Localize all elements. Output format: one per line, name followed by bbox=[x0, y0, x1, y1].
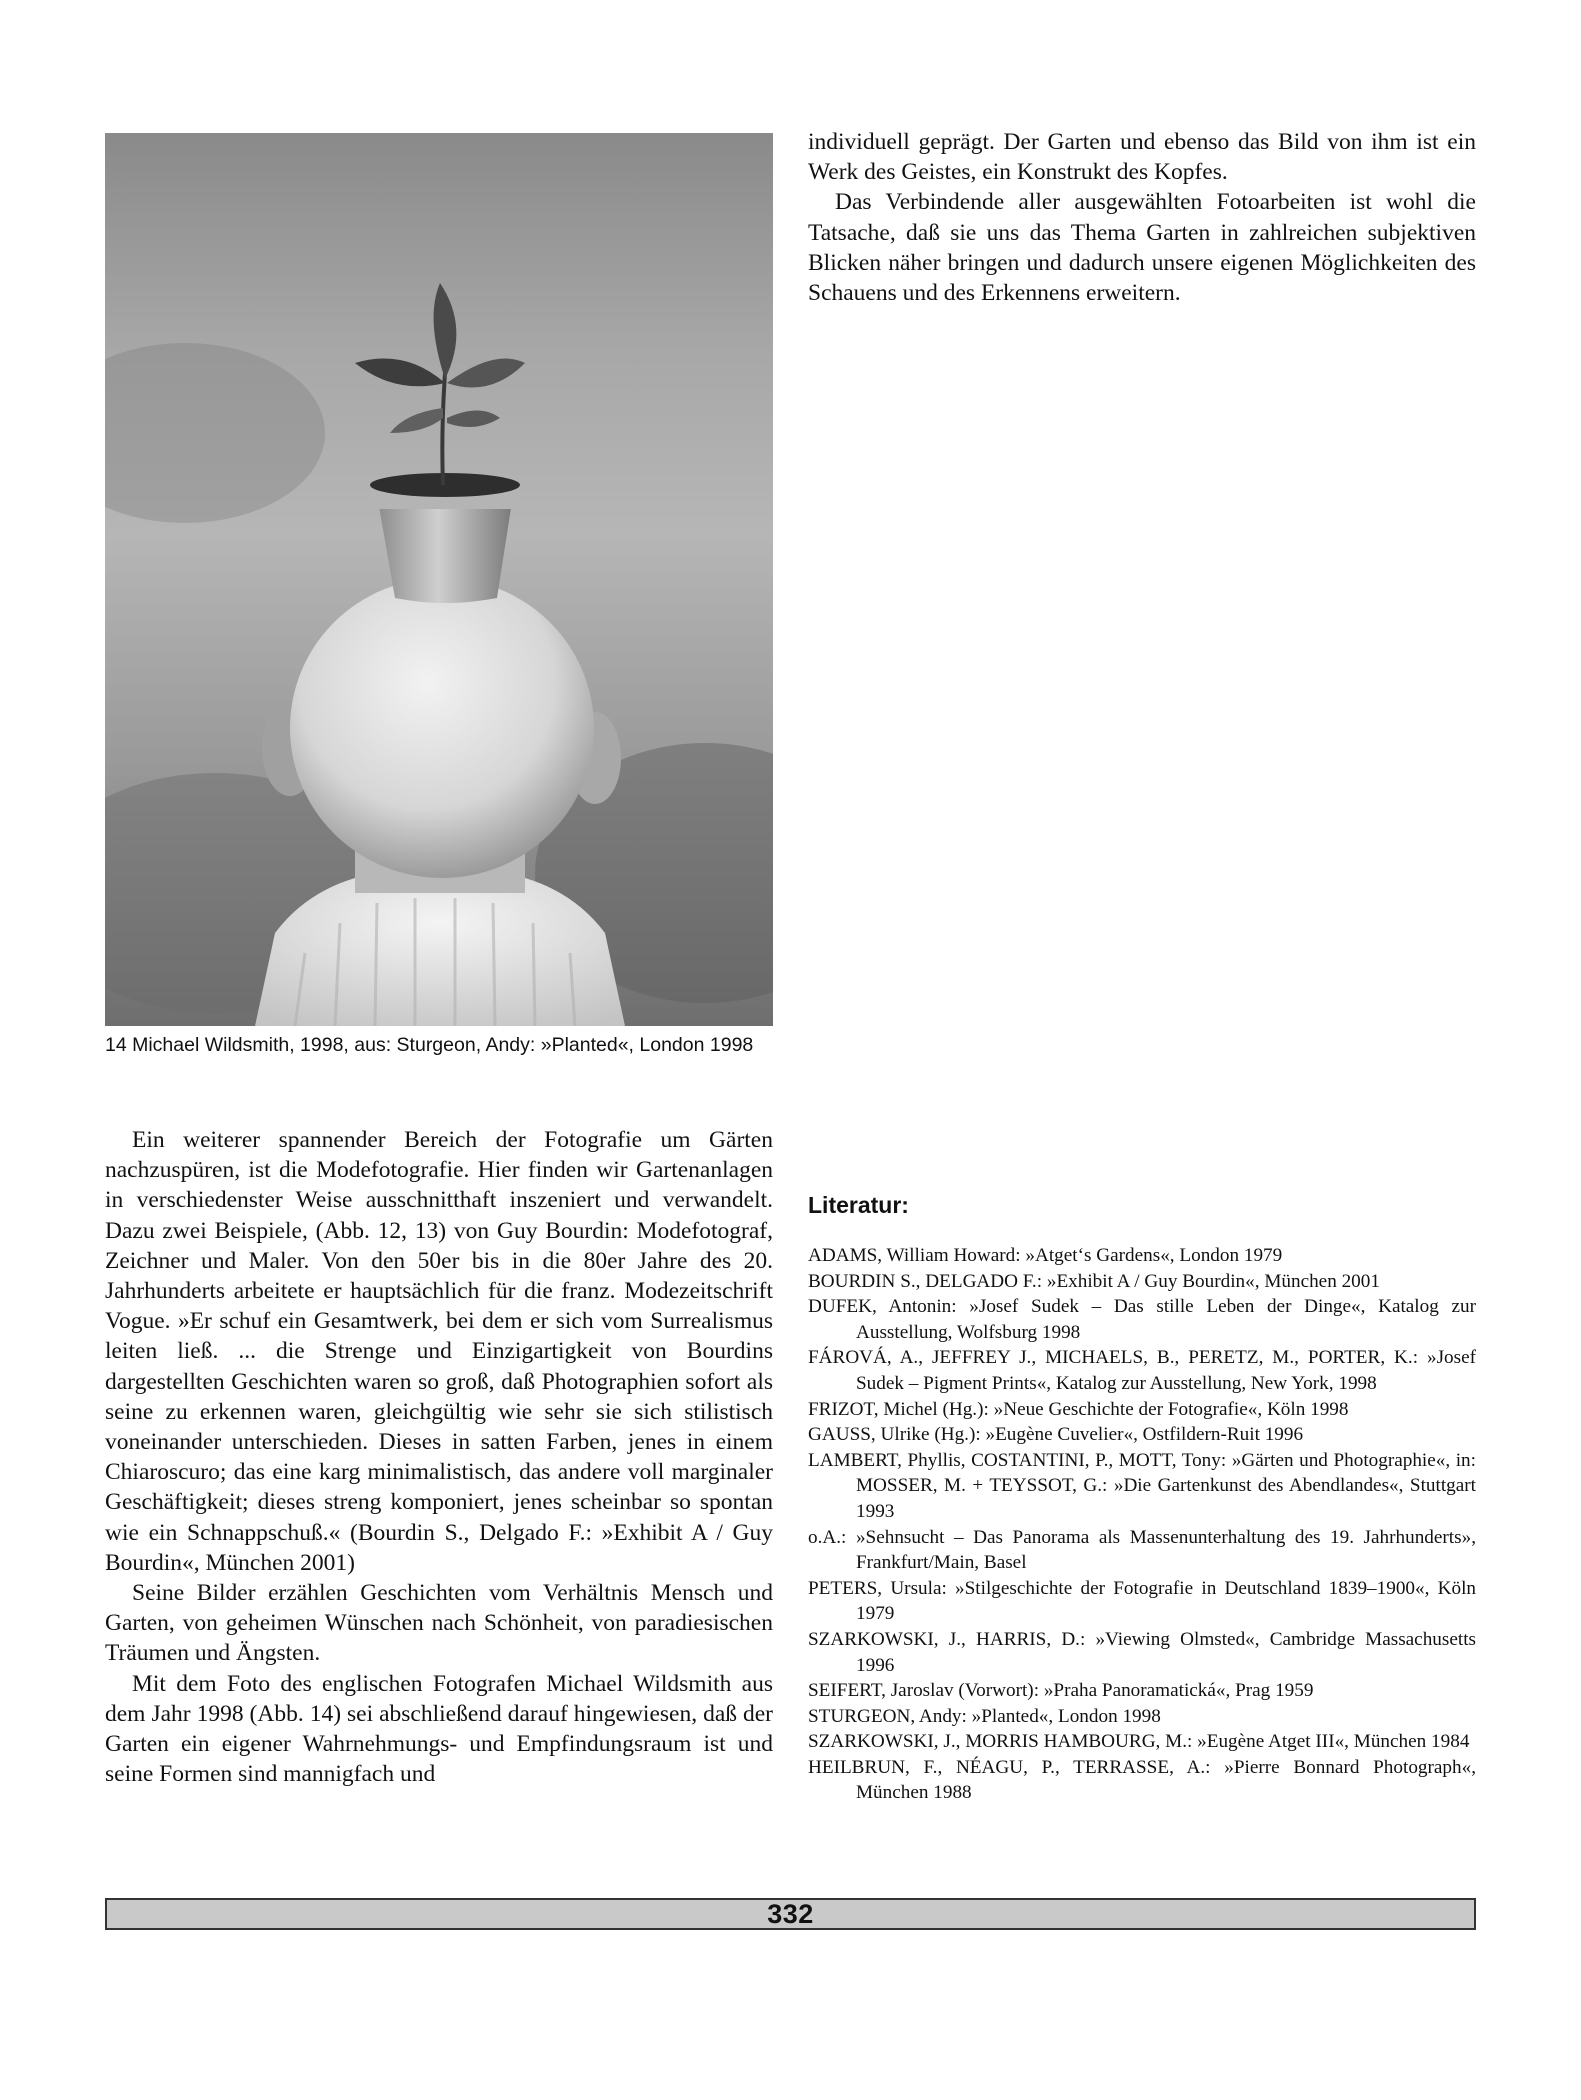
paragraph: individuell geprägt. Der Garten und ebenso das Bild von ihm ist ein Werk des Geistes, ein Konstrukt des Kopfes. bbox=[808, 129, 1476, 186]
page-number: 332 bbox=[767, 1898, 814, 1929]
literature-entry: BOURDIN S., DELGADO F.: »Exhibit A / Guy Bourdin«, München 2001 bbox=[808, 1270, 1380, 1292]
right-column-text bbox=[808, 127, 1476, 308]
literature-entry: FRIZOT, Michel (Hg.): »Neue Geschichte der Fotografie«, Köln 1998 bbox=[808, 1398, 1349, 1420]
literature-entry: SEIFERT, Jaroslav (Vorwort): »Praha Panoramatická«, Prag 1959 bbox=[808, 1680, 1314, 1702]
photo-man-with-plant-pot-on-head bbox=[105, 133, 773, 1026]
page-number-bar bbox=[105, 1898, 1476, 1930]
literature-entry: PETERS, Ursula: »Stilgeschichte der Fotografie in Deutschland 1839–1900«, Köln 1979 bbox=[808, 1577, 1476, 1625]
figure-caption: 14 Michael Wildsmith, 1998, aus: Sturgeon, Andy: »Planted«, London 1998 bbox=[105, 1034, 754, 1056]
literature-entry: SZARKOWSKI, J., HARRIS, D.: »Viewing Olmsted«, Cambridge Massachusetts 1996 bbox=[808, 1628, 1476, 1676]
literature-entry: o.A.: »Sehnsucht – Das Panorama als Massenunterhaltung des 19. Jahrhunderts», Frankfurt/Main, Basel bbox=[808, 1526, 1476, 1574]
literature-list bbox=[808, 1243, 1476, 1806]
figure-photo bbox=[105, 133, 773, 1026]
paragraph: Das Verbindende aller ausgewählten Fotoarbeiten ist wohl die Tatsache, daß sie uns das Thema Garten in zahlreichen subjektiven Blicken näher bringen und dadurch unsere eigenen Möglichkeiten des Schauens und des Erkennens erweitern. bbox=[808, 189, 1476, 307]
literature-entry: SZARKOWSKI, J., MORRIS HAMBOURG, M.: »Eugène Atget III«, München 1984 bbox=[808, 1731, 1470, 1753]
literature-entry: DUFEK, Antonin: »Josef Sudek – Das stille Leben der Dinge«, Katalog zur Ausstellung, Wolfsburg 1998 bbox=[808, 1296, 1476, 1343]
literature-entry: STURGEON, Andy: »Planted«, London 1998 bbox=[808, 1705, 1161, 1727]
literature-heading: Literatur: bbox=[808, 1192, 909, 1218]
literature-entry: HEILBRUN, F., NÉAGU, P., TERRASSE, A.: »Pierre Bonnard Photograph«, München 1988 bbox=[808, 1756, 1476, 1804]
literature-entry: ADAMS, William Howard: »Atget‘s Gardens«, London 1979 bbox=[808, 1245, 1283, 1266]
paragraph: Seine Bilder erzählen Geschichten vom Verhältnis Mensch und Garten, von geheimen Wünschen nach Schönheit, von paradiesischen Träumen und Ängsten. bbox=[105, 1580, 773, 1667]
literature-entry: GAUSS, Ulrike (Hg.): »Eugène Cuvelier«, Ostfildern-Ruit 1996 bbox=[808, 1424, 1304, 1446]
literature-entry: FÁROVÁ, A., JEFFREY J., MICHAELS, B., PERETZ, M., PORTER, K.: »Josef Sudek – Pigment Prints«, Katalog zur Ausstellung, New York, 1998 bbox=[808, 1347, 1476, 1394]
literature-entry: LAMBERT, Phyllis, COSTANTINI, P., MOTT, Tony: »Gärten und Photographie«, in: MOSSER, M. + TEYSSOT, G.: »Die Gartenkunst des Abendlandes«, Stuttgart 1993 bbox=[808, 1449, 1476, 1522]
paragraph: Mit dem Foto des englischen Fotografen Michael Wildsmith aus dem Jahr 1998 (Abb. 14) sei abschließend darauf hingewiesen, daß der Garten ein eigener Wahrnehmungs- und Empfindungsraum ist und seine Formen sind mannigfach und bbox=[105, 1670, 773, 1788]
paragraph: Ein weiterer spannender Bereich der Fotografie um Gärten nachzuspüren, ist die Modefotografie. Hier finden wir Gartenanlagen in verschiedenster Weise ausschnitthaft inszeniert und verwandelt. Dazu zwei Beispiele, (Abb. 12, 13) von Guy Bourdin: Modefotograf, Zeichner und Maler. Von den 50er bis in die 80er Jahre des 20. Jahrhunderts arbeitete er hauptsächlich für die franz. Modezeitschrift Vogue. »Er schuf ein Gesamtwerk, bei dem er sich vom Surrealismus leiten ließ. ... die Strenge und Einzigartigkeit von Bourdins dargestellten Geschichten waren so groß, daß Photographien sofort als seine zu erkennen waren, gleichgültig wie sehr sie sich stilistisch voneinander unterschieden. Dieses in satten Farben, jenes in einem Chiaroscuro; das eine karg minimalistisch, das andere voll marginaler Geschäftigkeit; dieses streng komponiert, jenes scheinbar so spontan wie ein Schnappschuß.« (Bourdin S., Delgado F.: »Exhibit A / Guy Bourdin«, München 2001) bbox=[105, 1127, 773, 1576]
left-column-text bbox=[105, 1125, 773, 1789]
